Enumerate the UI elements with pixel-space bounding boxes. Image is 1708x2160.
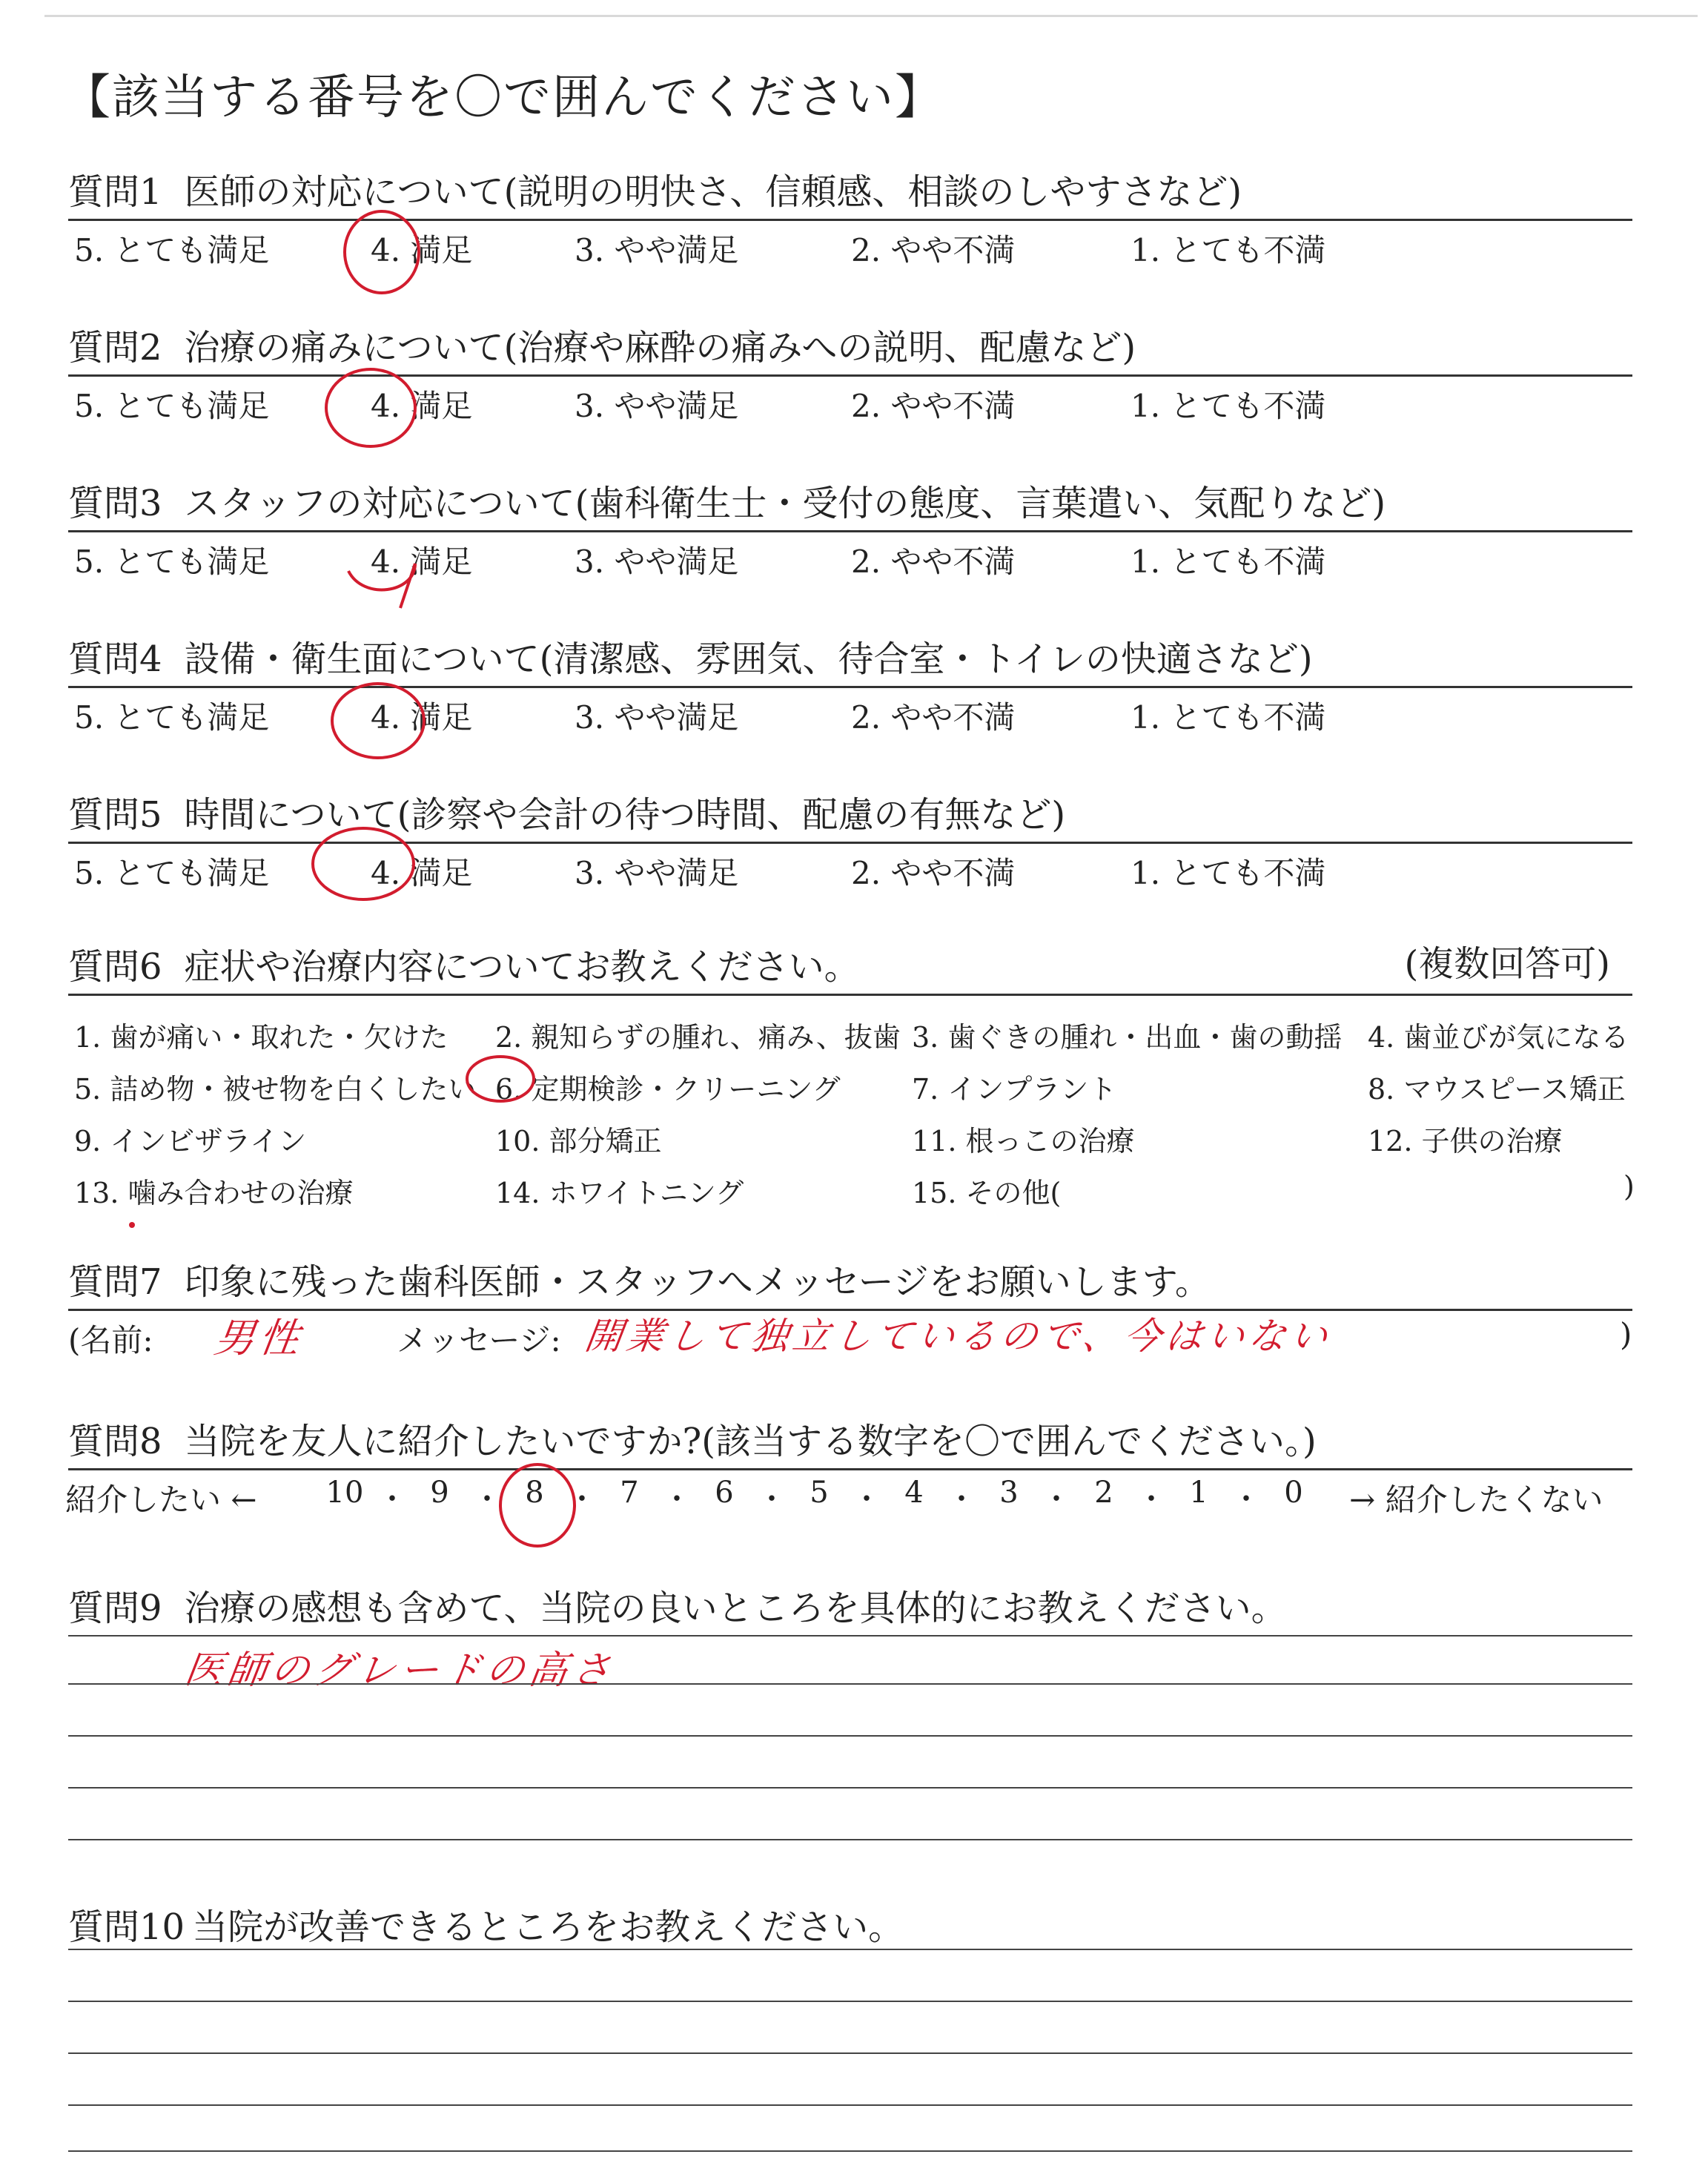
- question-text: 印象に残った歯科医師・スタッフへメッセージをお願いします。: [184, 1261, 1211, 1303]
- rating-option[interactable]: 1. とても不満: [1131, 232, 1326, 268]
- question-text: スタッフの対応について(歯科衛生士・受付の態度、言葉遣い、気配りなど): [184, 483, 1386, 524]
- stray-pen-dot: [129, 1222, 135, 1228]
- question-number: 質問4: [68, 638, 162, 680]
- rating-option[interactable]: 3. やや満足: [575, 699, 739, 736]
- scale-separator: ・: [377, 1482, 407, 1516]
- symptom-option[interactable]: 14. ホワイトニング: [495, 1177, 744, 1209]
- symptom-option[interactable]: 5. 詰め物・被せ物を白くしたい: [74, 1073, 477, 1106]
- question-2-header: [68, 319, 1632, 377]
- symptom-option[interactable]: 8. マウスピース矯正: [1368, 1073, 1626, 1106]
- rating-option[interactable]: 3. やや満足: [575, 232, 739, 268]
- symptom-option[interactable]: 10. 部分矯正: [495, 1125, 662, 1157]
- rating-option[interactable]: 5. とても満足: [74, 699, 270, 736]
- question-10-header: [68, 1898, 1632, 1954]
- scale-number[interactable]: 4: [904, 1476, 924, 1510]
- question-number: 質問5: [68, 794, 162, 836]
- scale-separator: ・: [757, 1482, 787, 1516]
- not-recommend-label: → 紹介したくない: [1349, 1482, 1603, 1518]
- question-7-header: [68, 1253, 1632, 1311]
- answer-line: [68, 1949, 1632, 1950]
- name-answer[interactable]: 男性: [211, 1315, 307, 1361]
- symptom-option[interactable]: 4. 歯並びが気になる: [1368, 1021, 1629, 1054]
- symptom-option[interactable]: 15. その他(: [912, 1177, 1062, 1209]
- rating-option[interactable]: 1. とても不満: [1131, 699, 1326, 736]
- question-8-header: [68, 1413, 1632, 1470]
- question-text: 時間について(診察や会計の待つ時間、配慮の有無など): [184, 794, 1066, 836]
- scale-separator: ・: [1042, 1482, 1071, 1516]
- question-4-header: [68, 630, 1632, 688]
- scale-number[interactable]: 8: [525, 1476, 544, 1510]
- question-text: 症状や治療内容についてお教えください。: [184, 946, 860, 988]
- question-text: 当院を友人に紹介したいですか?(該当する数字を〇で囲んでください。): [184, 1421, 1317, 1462]
- scale-separator: ・: [567, 1482, 597, 1516]
- top-rule: [44, 15, 1698, 17]
- symptom-option[interactable]: 2. 親知らずの腫れ、痛み、抜歯: [495, 1021, 901, 1054]
- multiple-answer-note: (複数回答可): [1404, 943, 1610, 985]
- scale-number[interactable]: 3: [999, 1476, 1019, 1510]
- question-number: 質問3: [68, 483, 162, 524]
- form-title: 【該当する番号を〇で囲んでください】: [63, 70, 944, 125]
- rating-option[interactable]: 3. やや満足: [575, 544, 739, 580]
- rating-option[interactable]: 2. やや不満: [851, 699, 1016, 736]
- rating-option[interactable]: 5. とても満足: [74, 232, 270, 268]
- answer-line: [68, 1787, 1632, 1789]
- scale-separator: ・: [472, 1482, 502, 1516]
- symptom-option[interactable]: 1. 歯が痛い・取れた・欠けた: [74, 1021, 448, 1054]
- rating-option[interactable]: 4. 満足: [371, 544, 473, 580]
- symptom-option[interactable]: 11. 根っこの治療: [912, 1125, 1135, 1157]
- answer-line: [68, 2104, 1632, 2106]
- answer-line: [68, 2150, 1632, 2152]
- answer-line: [68, 1683, 1632, 1685]
- question-number: 質問8: [68, 1421, 162, 1462]
- rating-option[interactable]: 5. とても満足: [74, 388, 270, 424]
- message-label: メッセージ:: [397, 1322, 561, 1358]
- name-label: (名前:: [68, 1322, 153, 1358]
- question-5-header: [68, 786, 1632, 844]
- question-3-header: [68, 475, 1632, 532]
- symptom-option[interactable]: 13. 噛み合わせの治療: [74, 1177, 354, 1209]
- question-number: 質問2: [68, 327, 162, 369]
- rating-option[interactable]: 2. やや不満: [851, 388, 1016, 424]
- symptom-option[interactable]: 7. インプラント: [912, 1073, 1117, 1106]
- question-9-header: [68, 1579, 1632, 1635]
- answer-line: [68, 1735, 1632, 1737]
- recommend-label: 紹介したい ←: [65, 1482, 257, 1518]
- question-6-header: [68, 938, 1632, 996]
- answer-line: [68, 1839, 1632, 1840]
- question-text: 当院が改善できるところをお教えください。: [192, 1906, 904, 1948]
- rating-option[interactable]: 3. やや満足: [575, 388, 739, 424]
- other-close-paren: ): [1623, 1170, 1635, 1203]
- rating-option[interactable]: 1. とても不満: [1131, 388, 1326, 424]
- scale-number[interactable]: 5: [810, 1476, 829, 1510]
- scale-number[interactable]: 6: [715, 1476, 734, 1510]
- question-number: 質問10: [68, 1906, 185, 1948]
- message-answer[interactable]: 開業して独立しているので、今はいない: [582, 1315, 1335, 1358]
- rating-option[interactable]: 2. やや不満: [851, 232, 1016, 268]
- rating-option[interactable]: 3. やや満足: [575, 855, 739, 891]
- scale-number[interactable]: 2: [1094, 1476, 1113, 1510]
- question-text: 設備・衛生面について(清潔感、雰囲気、待合室・トイレの快適さなど): [184, 638, 1313, 680]
- question-number: 質問6: [68, 946, 162, 988]
- question-1-header: [68, 163, 1632, 221]
- rating-option[interactable]: 1. とても不満: [1131, 855, 1326, 891]
- rating-option[interactable]: 5. とても満足: [74, 855, 270, 891]
- message-close-paren: ): [1620, 1316, 1632, 1353]
- question-number: 質問9: [68, 1588, 162, 1629]
- question-text: 治療の感想も含めて、当院の良いところを具体的にお教えください。: [184, 1588, 1287, 1629]
- scale-separator: ・: [852, 1482, 881, 1516]
- question-number: 質問1: [68, 171, 162, 213]
- symptom-option[interactable]: 12. 子供の治療: [1368, 1125, 1563, 1157]
- rating-option[interactable]: 4. 満足: [371, 699, 473, 736]
- answer-line: [68, 2052, 1632, 2054]
- scale-separator: ・: [947, 1482, 976, 1516]
- scale-separator: ・: [1231, 1482, 1261, 1516]
- scale-separator: ・: [662, 1482, 692, 1516]
- symptom-option[interactable]: 6. 定期検診・クリーニング: [495, 1073, 841, 1106]
- rating-option[interactable]: 4. 満足: [371, 388, 473, 424]
- question-text: 医師の対応について(説明の明快さ、信頼感、相談のしやすさなど): [184, 171, 1242, 213]
- scale-number[interactable]: 1: [1189, 1476, 1208, 1510]
- q9-answer[interactable]: 医師のグレードの高さ: [182, 1648, 618, 1693]
- answer-line: [68, 2001, 1632, 2002]
- rating-option[interactable]: 4. 満足: [371, 855, 473, 891]
- scale-separator: ・: [1136, 1482, 1166, 1516]
- question-number: 質問7: [68, 1261, 162, 1303]
- rating-option[interactable]: 5. とても満足: [74, 544, 270, 580]
- scale-number[interactable]: 7: [620, 1476, 639, 1510]
- scale-number[interactable]: 0: [1284, 1476, 1303, 1510]
- symptom-option[interactable]: 3. 歯ぐきの腫れ・出血・歯の動揺: [912, 1021, 1343, 1054]
- question-text: 治療の痛みについて(治療や麻酔の痛みへの説明、配慮など): [184, 327, 1136, 369]
- answer-line: [68, 1635, 1632, 1636]
- rating-option[interactable]: 2. やや不満: [851, 544, 1016, 580]
- rating-option[interactable]: 4. 満足: [371, 232, 473, 268]
- rating-option[interactable]: 1. とても不満: [1131, 544, 1326, 580]
- rating-option[interactable]: 2. やや不満: [851, 855, 1016, 891]
- scale-number[interactable]: 10: [325, 1476, 364, 1510]
- symptom-option[interactable]: 9. インビザライン: [74, 1125, 307, 1157]
- scale-number[interactable]: 9: [430, 1476, 449, 1510]
